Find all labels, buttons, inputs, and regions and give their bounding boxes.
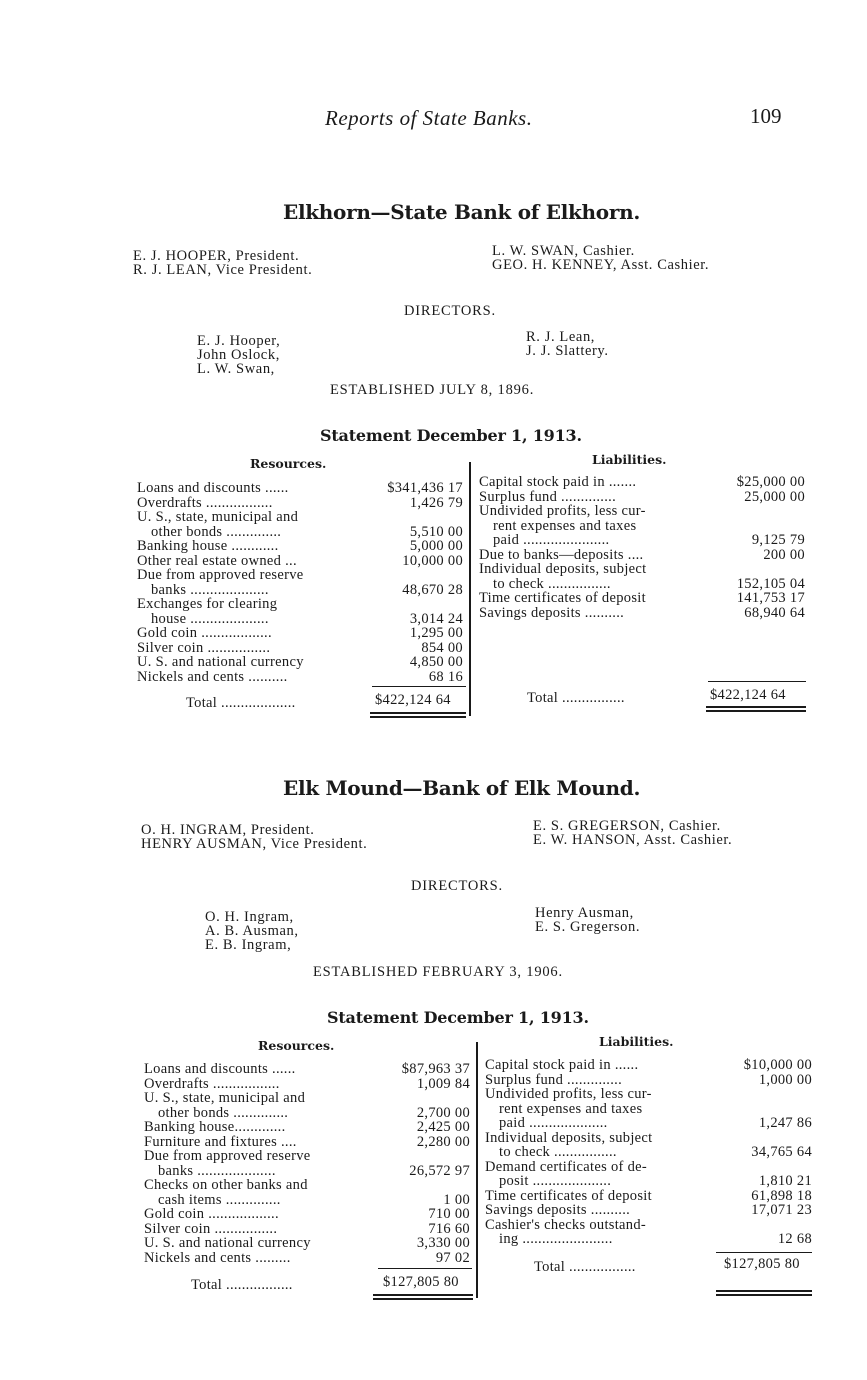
double-rule — [706, 710, 806, 712]
double-rule — [706, 706, 806, 708]
statement-row — [137, 554, 463, 569]
row-amount: 17,071 23 — [751, 1202, 812, 1218]
row-label: paid .................... — [499, 1115, 608, 1131]
row-label: Silver coin ................ — [144, 1220, 278, 1237]
row-label: Capital stock paid in ....... — [479, 474, 637, 490]
statement-row — [479, 591, 805, 606]
row-label: posit .................... — [499, 1173, 612, 1189]
row-amount: $25,000 00 — [736, 474, 805, 490]
statement-row — [479, 562, 805, 577]
statement-row — [485, 1189, 812, 1204]
row-amount: 26,572 97 — [409, 1162, 470, 1179]
statement-row — [144, 1135, 470, 1150]
officer-right: GEO. H. KENNEY, Asst. Cashier. — [492, 257, 710, 273]
statement-row — [485, 1116, 812, 1131]
row-amount: 12 68 — [777, 1231, 812, 1247]
statement-row — [144, 1091, 470, 1106]
row-amount: 2,700 00 — [416, 1104, 470, 1121]
director-name: R. J. Lean, — [526, 329, 596, 345]
row-label: U. S., state, municipal and — [144, 1090, 306, 1106]
row-amount: 141,753 17 — [736, 590, 805, 606]
row-amount: $341,436 17 — [387, 480, 463, 496]
statement-row — [485, 1218, 812, 1233]
statement-row — [485, 1073, 812, 1088]
officer-left: E. J. HOOPER, President. — [133, 248, 300, 264]
running-title: Reports of State Banks. — [325, 106, 533, 130]
resources-total: $127,805 80 — [383, 1274, 459, 1290]
officer-right: E. S. GREGERSON, Cashier. — [533, 818, 721, 834]
row-label: Undivided profits, less cur- — [485, 1086, 652, 1102]
row-label: Time certificates of deposit — [479, 590, 646, 606]
row-label: Undivided profits, less cur- — [479, 503, 646, 519]
row-label: rent expenses and taxes — [499, 1100, 643, 1117]
row-label: Gold coin .................. — [144, 1206, 279, 1222]
statement-row — [144, 1062, 470, 1077]
statement-row — [144, 1077, 470, 1092]
row-label: U. S. and national currency — [137, 654, 304, 670]
established-date: ESTABLISHED FEBRUARY 3, 1906. — [313, 964, 563, 980]
row-label: Checks on other banks and — [144, 1177, 308, 1193]
statement-row — [479, 606, 805, 621]
sum-rule — [378, 1268, 472, 1269]
row-amount: 5,000 00 — [409, 538, 463, 554]
row-label: U. S., state, municipal and — [137, 509, 299, 525]
row-amount: 4,850 00 — [409, 654, 463, 670]
row-label: other bonds .............. — [151, 523, 282, 540]
statement-row — [479, 475, 805, 490]
statement-row — [137, 626, 463, 641]
statement-row — [137, 568, 463, 583]
row-amount: 2,280 00 — [416, 1133, 470, 1150]
row-label: banks .................... — [158, 1162, 276, 1179]
statement-row — [137, 583, 463, 598]
established-date: ESTABLISHED JULY 8, 1896. — [330, 382, 535, 398]
liabilities-total-label: Total ................. — [534, 1259, 636, 1275]
row-amount: 3,014 24 — [409, 610, 463, 627]
row-label: Surplus fund .............. — [485, 1071, 622, 1088]
resources-heading: Resources. — [258, 1038, 335, 1053]
row-amount: 1,426 79 — [409, 494, 463, 511]
liabilities-total-label: Total ................ — [527, 690, 625, 706]
double-rule — [370, 716, 466, 718]
resources-list — [137, 481, 463, 684]
page-number: 109 — [750, 104, 782, 128]
row-label: Furniture and fixtures .... — [144, 1133, 297, 1150]
row-amount: 97 02 — [435, 1249, 470, 1266]
row-amount: 34,765 64 — [751, 1144, 812, 1160]
double-rule — [370, 712, 466, 714]
row-label: to check ................ — [499, 1144, 617, 1160]
statement-row — [485, 1131, 812, 1146]
statement-row — [137, 597, 463, 612]
row-label: Silver coin ................ — [137, 639, 271, 656]
resources-total-label: Total ................... — [186, 695, 296, 711]
row-label: other bonds .............. — [158, 1104, 289, 1121]
double-rule — [373, 1298, 473, 1300]
liabilities-total: $422,124 64 — [710, 687, 786, 703]
statement-row — [137, 612, 463, 627]
row-label: Gold coin .................. — [137, 625, 272, 641]
row-label: Time certificates of deposit — [485, 1187, 652, 1204]
statement-row — [144, 1207, 470, 1222]
row-label: Savings deposits .......... — [479, 604, 625, 621]
statement-row — [144, 1120, 470, 1135]
column-divider — [469, 462, 471, 716]
statement-row — [137, 496, 463, 511]
row-label: Cashier's checks outstand- — [485, 1216, 647, 1233]
row-label: banks .................... — [151, 581, 269, 598]
row-label: Banking house............. — [144, 1119, 286, 1135]
statement-row — [137, 539, 463, 554]
statement-heading: Statement December 1, 1913. — [327, 1008, 589, 1027]
statement-row — [137, 641, 463, 656]
row-amount: $87,963 37 — [401, 1061, 470, 1077]
officer-right: E. W. HANSON, Asst. Cashier. — [533, 832, 733, 848]
director-name: John Oslock, — [197, 347, 280, 363]
director-name: E. B. Ingram, — [205, 937, 292, 953]
statement-row — [144, 1251, 470, 1266]
row-label: Exchanges for clearing — [137, 596, 278, 612]
director-name: A. B. Ausman, — [205, 923, 299, 939]
row-label: Overdrafts ................. — [144, 1075, 280, 1092]
statement-row — [479, 504, 805, 519]
row-amount: 200 00 — [763, 546, 805, 563]
statement-row — [479, 533, 805, 548]
double-rule — [716, 1294, 812, 1296]
statement-row — [144, 1222, 470, 1237]
row-label: to check ................ — [493, 575, 611, 592]
row-label: Banking house ............ — [137, 538, 279, 554]
statement-row — [485, 1102, 812, 1117]
statement-row — [144, 1149, 470, 1164]
director-name: J. J. Slattery. — [526, 343, 609, 359]
statement-row — [137, 481, 463, 496]
sum-rule — [372, 686, 466, 687]
director-name: O. H. Ingram, — [205, 909, 294, 925]
row-amount: 1,000 00 — [758, 1071, 812, 1088]
statement-row — [137, 670, 463, 685]
row-label: ing ....................... — [499, 1231, 613, 1247]
row-amount: 3,330 00 — [416, 1235, 470, 1251]
statement-row — [137, 525, 463, 540]
row-amount: 68,940 64 — [744, 604, 805, 621]
statement-row — [144, 1178, 470, 1193]
resources-heading: Resources. — [250, 456, 327, 471]
row-label: Surplus fund .............. — [479, 488, 616, 505]
row-label: Demand certificates of de- — [485, 1158, 647, 1175]
director-name: Henry Ausman, — [535, 905, 634, 921]
row-amount: 1,295 00 — [409, 625, 463, 641]
bank-title-elk-mound: Elk Mound—Bank of Elk Mound. — [283, 776, 641, 800]
row-amount: 1 00 — [443, 1191, 470, 1208]
row-label: Other real estate owned ... — [137, 552, 297, 569]
resources-total: $422,124 64 — [375, 692, 451, 708]
sum-rule — [716, 1252, 812, 1253]
statement-row — [137, 655, 463, 670]
row-amount: 2,425 00 — [416, 1119, 470, 1135]
row-label: Due to banks—deposits .... — [479, 546, 644, 563]
liabilities-list — [485, 1058, 812, 1247]
column-divider — [476, 1042, 478, 1298]
director-name: E. J. Hooper, — [197, 333, 281, 349]
row-label: house .................... — [151, 610, 269, 627]
statement-row — [485, 1058, 812, 1073]
row-label: Individual deposits, subject — [485, 1129, 653, 1146]
row-amount: 854 00 — [421, 639, 463, 656]
row-amount: 710 00 — [428, 1206, 470, 1222]
statement-row — [144, 1193, 470, 1208]
row-label: Due from approved reserve — [144, 1148, 311, 1164]
liabilities-heading: Liabilities. — [599, 1034, 674, 1049]
directors-heading: DIRECTORS. — [404, 303, 496, 319]
row-label: Savings deposits .......... — [485, 1202, 631, 1218]
directors-heading: DIRECTORS. — [411, 878, 503, 894]
statement-row — [485, 1145, 812, 1160]
liabilities-list — [479, 475, 805, 620]
director-name: E. S. Gregerson. — [535, 919, 641, 935]
officer-left: R. J. LEAN, Vice President. — [133, 262, 313, 278]
row-amount: 1,810 21 — [758, 1173, 812, 1189]
row-label: U. S. and national currency — [144, 1235, 311, 1251]
row-label: Loans and discounts ...... — [144, 1061, 296, 1077]
row-amount: 152,105 04 — [736, 575, 805, 592]
officer-left: HENRY AUSMAN, Vice President. — [141, 836, 368, 852]
row-amount: 10,000 00 — [402, 552, 463, 569]
liabilities-total: $127,805 80 — [724, 1256, 800, 1272]
row-amount: $10,000 00 — [743, 1057, 812, 1073]
row-label: Overdrafts ................. — [137, 494, 273, 511]
resources-total-label: Total ................. — [191, 1277, 293, 1293]
row-amount: 61,898 18 — [751, 1187, 812, 1204]
officer-left: O. H. INGRAM, President. — [141, 822, 315, 838]
statement-row — [144, 1106, 470, 1121]
row-amount: 48,670 28 — [402, 581, 463, 598]
row-label: Individual deposits, subject — [479, 561, 647, 577]
row-label: Capital stock paid in ...... — [485, 1057, 639, 1073]
row-label: rent expenses and taxes — [493, 517, 637, 534]
director-name: L. W. Swan, — [197, 361, 275, 377]
row-amount: 25,000 00 — [744, 488, 805, 505]
sum-rule — [708, 681, 806, 682]
row-amount: 1,009 84 — [416, 1075, 470, 1092]
row-label: Due from approved reserve — [137, 567, 304, 583]
statement-row — [485, 1174, 812, 1189]
resources-list — [144, 1062, 470, 1265]
double-rule — [716, 1290, 812, 1292]
row-amount: 68 16 — [428, 668, 463, 685]
double-rule — [373, 1294, 473, 1296]
statement-row — [137, 510, 463, 525]
statement-row — [485, 1203, 812, 1218]
row-label: cash items .............. — [158, 1191, 281, 1208]
statement-row — [479, 577, 805, 592]
statement-row — [144, 1236, 470, 1251]
row-amount: 5,510 00 — [409, 523, 463, 540]
liabilities-heading: Liabilities. — [592, 452, 667, 467]
officer-right: L. W. SWAN, Cashier. — [492, 243, 635, 259]
statement-row — [485, 1232, 812, 1247]
statement-row — [479, 519, 805, 534]
row-amount: 9,125 79 — [751, 532, 805, 548]
row-amount: 1,247 86 — [758, 1115, 812, 1131]
row-label: Nickels and cents .......... — [137, 668, 288, 685]
row-amount: 716 60 — [428, 1220, 470, 1237]
statement-row — [485, 1160, 812, 1175]
statement-heading: Statement December 1, 1913. — [320, 426, 582, 445]
statement-row — [485, 1087, 812, 1102]
row-label: Loans and discounts ...... — [137, 480, 289, 496]
row-label: Nickels and cents ......... — [144, 1249, 291, 1266]
statement-row — [144, 1164, 470, 1179]
bank-title-elkhorn: Elkhorn—State Bank of Elkhorn. — [283, 200, 640, 224]
row-label: paid ...................... — [493, 532, 610, 548]
statement-row — [479, 548, 805, 563]
statement-row — [479, 490, 805, 505]
